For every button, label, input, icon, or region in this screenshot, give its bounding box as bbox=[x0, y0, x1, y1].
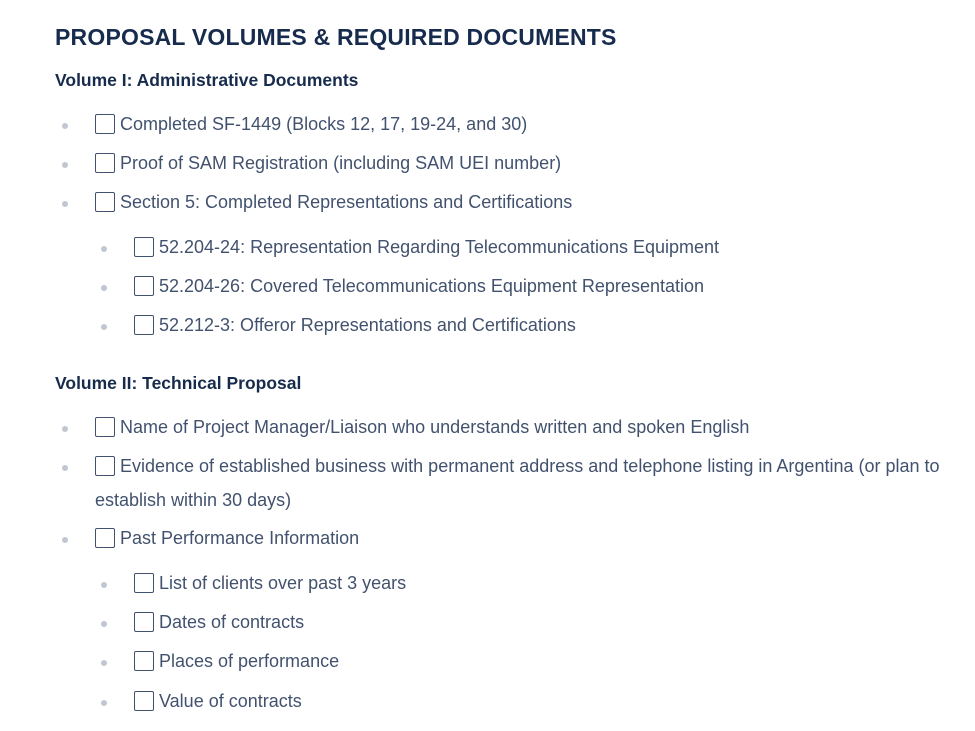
volume-1-heading: Volume I: Administrative Documents bbox=[55, 70, 359, 90]
checklist-subitem bbox=[134, 230, 719, 264]
checklist-item-label: Evidence of established business with permanent address and telephone listing in Argentina (or plan to establish within 30 days) bbox=[95, 456, 940, 510]
checkbox[interactable] bbox=[134, 315, 154, 335]
checklist-item-label: 52.212-3: Offeror Representations and Certifications bbox=[159, 315, 576, 335]
bullet-icon bbox=[62, 201, 68, 207]
bullet-icon bbox=[101, 246, 107, 252]
checklist-item-label: Places of performance bbox=[159, 651, 340, 671]
checklist-item-label: Name of Project Manager/Liaison who understands written and spoken English bbox=[120, 417, 750, 437]
checkbox[interactable] bbox=[95, 153, 115, 173]
checklist-item bbox=[95, 107, 527, 141]
bullet-icon bbox=[101, 582, 107, 588]
checkbox[interactable] bbox=[95, 528, 115, 548]
page-title: PROPOSAL VOLUMES & REQUIRED DOCUMENTS bbox=[55, 24, 617, 50]
bullet-icon bbox=[62, 537, 68, 543]
checklist-item bbox=[95, 410, 749, 444]
checklist-item bbox=[95, 449, 955, 517]
bullet-icon bbox=[62, 123, 68, 129]
checkbox[interactable] bbox=[134, 651, 154, 671]
bullet-icon bbox=[62, 426, 68, 432]
bullet-icon bbox=[62, 465, 68, 471]
checklist-item bbox=[95, 146, 561, 180]
bullet-icon bbox=[62, 162, 68, 168]
checklist-subitem bbox=[134, 308, 576, 342]
checklist-subitem bbox=[134, 605, 304, 639]
checklist-item-label: Past Performance Information bbox=[120, 528, 360, 548]
volume-2-heading: Volume II: Technical Proposal bbox=[55, 373, 302, 393]
checklist-item bbox=[95, 185, 572, 219]
checklist-item-label: Dates of contracts bbox=[159, 612, 305, 632]
bullet-icon bbox=[101, 660, 107, 666]
checkbox[interactable] bbox=[95, 114, 115, 134]
checklist-subitem bbox=[134, 644, 339, 678]
checkbox[interactable] bbox=[95, 456, 115, 476]
checkbox[interactable] bbox=[134, 691, 154, 711]
checklist-item-label: Section 5: Completed Representations and Certifications bbox=[120, 192, 573, 212]
checklist-subitem bbox=[134, 566, 406, 600]
checklist-subitem bbox=[134, 684, 302, 718]
bullet-icon bbox=[101, 621, 107, 627]
checklist-item-label: Completed SF-1449 (Blocks 12, 17, 19-24, and 30) bbox=[120, 114, 528, 134]
checklist-item-label: 52.204-26: Covered Telecommunications Equipment Representation bbox=[159, 276, 704, 296]
checklist-item-label: Proof of SAM Registration (including SAM UEI number) bbox=[120, 153, 562, 173]
checkbox[interactable] bbox=[134, 612, 154, 632]
checklist-item-label: 52.204-24: Representation Regarding Telecommunications Equipment bbox=[159, 237, 720, 257]
checkbox[interactable] bbox=[95, 417, 115, 437]
checklist-subitem bbox=[134, 269, 704, 303]
checkbox[interactable] bbox=[134, 276, 154, 296]
checkbox[interactable] bbox=[134, 573, 154, 593]
checklist-item-label: List of clients over past 3 years bbox=[159, 573, 407, 593]
bullet-icon bbox=[101, 285, 107, 291]
checkbox[interactable] bbox=[134, 237, 154, 257]
checklist-item-label: Value of contracts bbox=[159, 691, 302, 711]
checklist-item bbox=[95, 521, 359, 555]
bullet-icon bbox=[101, 700, 107, 706]
bullet-icon bbox=[101, 324, 107, 330]
checkbox[interactable] bbox=[95, 192, 115, 212]
